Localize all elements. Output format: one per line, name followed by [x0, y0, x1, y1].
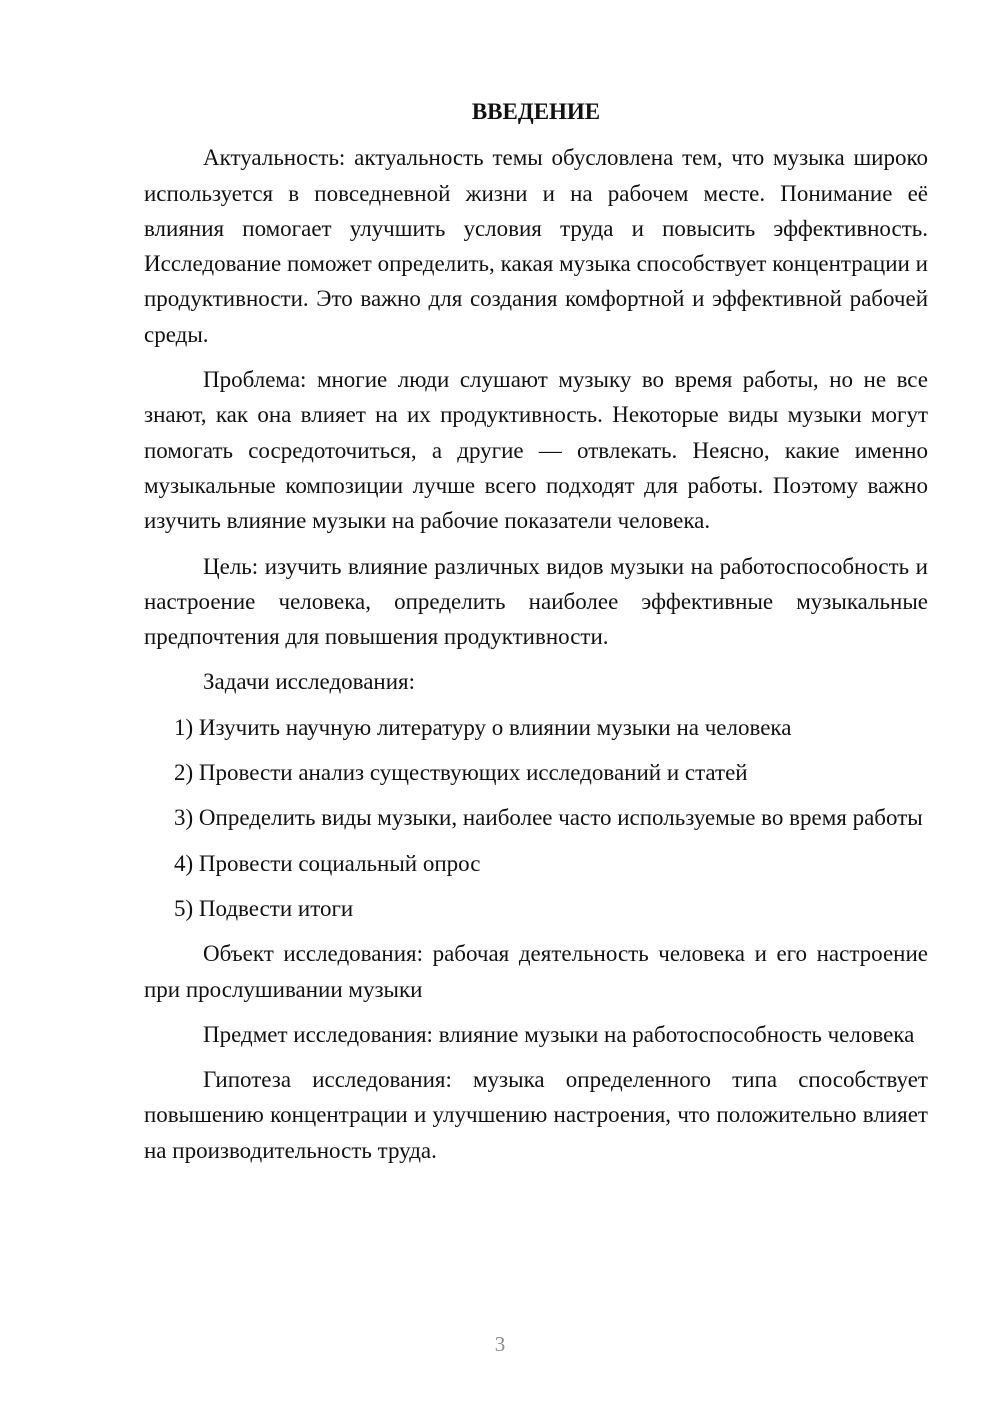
- hypothesis-paragraph: Гипотеза исследования: музыка определенного типа способствует повышению концентрации и улучшению настроения, что положительно влияет на производительность труда.: [144, 1067, 928, 1163]
- task-item: 5) Подвести итоги: [174, 895, 354, 921]
- problem-paragraph: Проблема: многие люди слушают музыку во время работы, но не все знают, как она влияет на их продуктивность. Некоторые виды музыки могут помогать сосредоточиться, а другие — отвлекать. Неясно, какие именно музыкальные композиции лучше всего подходят для работы. Поэтому важно изучить влияние музыки на рабочие показатели человека.: [144, 367, 928, 534]
- tasks-list: [144, 710, 928, 926]
- tasks-heading: Задачи исследования:: [203, 669, 416, 695]
- object-paragraph: Объект исследования: рабочая деятельность человека и его настроение при прослушивании музыки: [144, 941, 928, 1002]
- page-number: 3: [494, 1332, 506, 1356]
- task-item: 4) Провести социальный опрос: [174, 850, 481, 876]
- goal-paragraph: Цель: изучить влияние различных видов музыки на работоспособность и настроение человека, определить наиболее эффективные музыкальные предпочтения для повышения продуктивности.: [144, 553, 928, 650]
- task-item: 3) Определить виды музыки, наиболее часто используемые во время работы: [174, 805, 923, 831]
- page-content: [144, 94, 928, 1178]
- page-title: ВВЕДЕНИЕ: [471, 99, 601, 124]
- task-item: 1) Изучить научную литературу о влиянии музыки на человека: [174, 714, 792, 740]
- relevance-paragraph: Актуальность: актуальность темы обусловлена тем, что музыка широко используется в повседневной жизни и на рабочем месте. Понимание её влияния помогает улучшить условия труда и повысить эффективность. Исследование поможет определить, какая музыка способствует концентрации и продуктивности. Это важно для создания комфортной и эффективной рабочей среды.: [144, 145, 928, 347]
- task-item: 2) Провести анализ существующих исследований и статей: [174, 760, 748, 786]
- subject-paragraph: Предмет исследования: влияние музыки на работоспособность человека: [203, 1021, 915, 1047]
